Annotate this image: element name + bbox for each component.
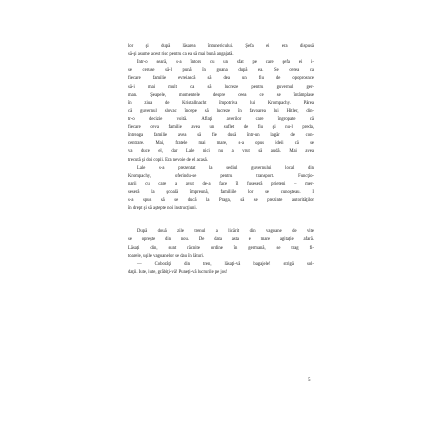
text-line: lor şi după lăsarea întunericului. Şefa ei era dispusă — [128, 44, 314, 49]
text-line: man. Şeapele, momentele despre ceea ce se întâmplase — [128, 92, 314, 98]
text-line: daţii. Iute, iute, grăbiţi-vă! Puneţi-vă lucrurile pe jos! — [128, 269, 228, 275]
text-line: Lale s-a prezentat la sediul guvernului local din — [137, 165, 314, 171]
text-line: întreaga familie avea să fie dusă într-un lagăr de con- — [128, 133, 314, 139]
paragraph — [128, 261, 314, 277]
text-line: că guvernul slovac începe să lucreze în favoarea lui Hitler, din- — [128, 108, 314, 114]
paragraph — [128, 165, 314, 214]
section-break — [128, 213, 314, 228]
text-line: se ceruse să-l pună în goana după ea. Se cerea ca — [128, 68, 314, 74]
text-line: fiecare familie evreiască să dea un fiu de opoprosnce — [128, 76, 314, 82]
text-line: narii cu care a avut de-a face îl fuseseră prieteni – mer- — [128, 181, 314, 187]
text-line: va duce el, dar Lale nici nu a vrut să audă. Mai avea — [128, 149, 314, 155]
text-line: Lăsați din, sunt răcnite ordine în germană, se trag fi- — [128, 245, 314, 251]
paragraph — [128, 59, 314, 164]
text-line: Krompachy, oferindu-se pentru transport. Funcţio- — [128, 173, 314, 179]
text-line: seseră la şcoală împreună, familiile lor se cunoşteau. I — [128, 189, 314, 195]
page-number: 5 — [308, 378, 311, 383]
text-line: toarele, uşile vagoanelor se dau în lături. — [128, 253, 205, 259]
text-line: trecută şi doi copii. Era nevoie de el acasă. — [128, 157, 208, 163]
text-line: fiecare ceva familie avea un suflet de fiu şi nu-l preda, — [128, 125, 314, 131]
text-line: s-a spus să se ducă la Praga, să se prezinte autorităţilor — [128, 198, 314, 204]
text-line: — Coborâţi din tren, lăsaţi-vă bagajele! strigă sol- — [137, 261, 314, 267]
text-line: Într-o seară, s-a întors cu un sfat pe care şefa ei i- — [137, 60, 314, 66]
text-line: tr-o decizie voită. Aflaţi averilor care îngropate că — [128, 116, 314, 122]
text-line: să-şi asume acest risc pentru ca ea să mai bună angajată. — [128, 52, 234, 58]
text-column — [128, 43, 314, 277]
text-line: se oprește din nou. De data asta e mare agitație afară. — [128, 237, 314, 243]
text-line: în drept şi să aştepte noi instrucţiuni. — [128, 206, 197, 212]
paragraph — [128, 228, 314, 260]
text-line: să-i mai mult ca să lucreze pentru guvernul ger- — [128, 84, 314, 90]
paragraph — [128, 43, 314, 59]
text-line: După două zile trenul a licărit din vagoane de vite — [137, 229, 314, 235]
text-line: centrare. Mai, fratele mai mare, s-a opus ideii că se — [128, 141, 314, 147]
text-line: în ziua de Kristallnacht împotriva lui Krompachy. Pârea — [128, 100, 314, 106]
